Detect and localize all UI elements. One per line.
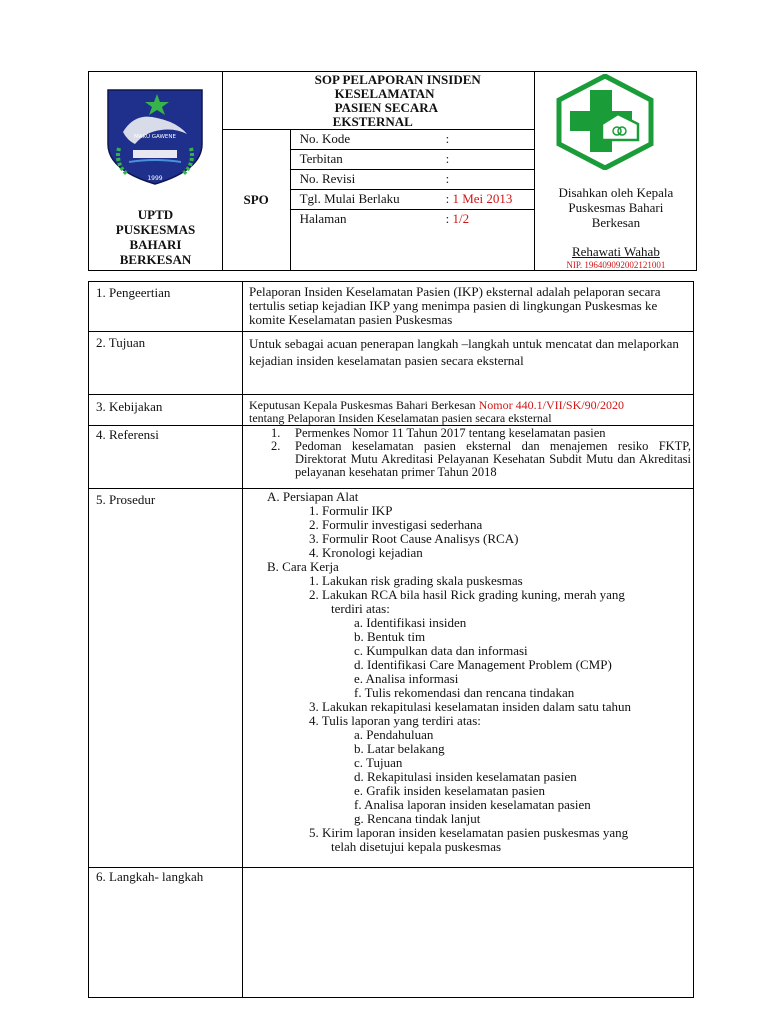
section-label: 2. Tujuan: [89, 332, 243, 395]
signatory-nip: NIP. 196409092002121001: [566, 260, 666, 270]
list-group: 1. Lakukan risk grading skala puskesmas 2. Lakukan RCA bila hasil Rick grading kuning, merah yang terdiri atas: a. Identifikasi insiden b. Bentuk tim c. Kumpulkan data dan informasi d. Identifikasi Care Management Problem (CMP) e. Analisa informasi f. Tulis rekomendasi dan rencana tindakan 3. Lakukan rekapitulasi keselamatan insiden dalam satu tahun 4. Tulis laporan yang terdiri atas: a. Pendahuluan b. Latar belakang c. Tujuan d. Rekapitulasi insiden keselamatan pasien e. Grafik insiden keselamatan pasien f. Analisa laporan insiden keselamatan pasien g. Rencana tindak lanjut 5. Kirim laporan insiden keselamatan pasien puskesmas yang telah disetujui kepala puskesmas: [267, 574, 689, 854]
field-label: Tgl. Mulai Berlaku: [291, 190, 446, 210]
field-value: :: [446, 150, 535, 170]
sub-list: a. Identifikasi insiden b. Bentuk tim c. Kumpulkan data dan informasi d. Identifikasi Care Management Problem (CMP) e. Analisa informasi f. Tulis rekomendasi dan rencana tindakan: [354, 615, 612, 700]
field-value: :: [446, 130, 535, 150]
svg-text:MAKU GAWENE: MAKU GAWENE: [134, 134, 176, 140]
sop-content-table: [88, 281, 694, 998]
section-label: 5. Prosedur: [89, 489, 243, 868]
health-cross-logo: [554, 74, 656, 170]
doc-fields-table: [291, 130, 535, 229]
row-referensi: [89, 426, 694, 489]
org-cell: [89, 72, 223, 271]
fields-cell: [290, 130, 535, 271]
field-value: : 1 Mei 2013: [446, 190, 535, 210]
field-value: :: [446, 170, 535, 190]
sop-header-table: [88, 71, 697, 271]
section-label: 1. Pengeertian: [89, 282, 243, 332]
row-langkah: [89, 868, 694, 998]
field-value: : 1/2: [445, 211, 470, 226]
list-item: 1. Permenkes Nomor 11 Tahun 2017 tentang keselamatan pasien: [271, 426, 606, 440]
signatory-name: Rehawati Wahab: [571, 244, 660, 259]
puskesmas-district-logo: [105, 88, 205, 186]
title-cell: [222, 72, 535, 130]
sub-list: a. Pendahuluan b. Latar belakang c. Tujuan d. Rekapitulasi insiden keselamatan pasien e. Grafik insiden keselamatan pasien f. Analisa laporan insiden keselamatan pasien g. Rencana tindak lanjut: [354, 727, 591, 826]
list-heading: B. Cara Kerja: [267, 559, 339, 574]
section-text: Untuk sebagai acuan penerapan langkah –langkah untuk mencatat dan melaporkan kejadian insiden keselamatan pasien secara eksternal: [243, 332, 694, 395]
field-label: Halaman: [299, 211, 347, 226]
section-label: 3. Kebijakan: [89, 395, 243, 426]
reference-list: [243, 426, 694, 489]
field-label: Terbitan: [291, 150, 446, 170]
section-text: Pelaporan Insiden Keselamatan Pasien (IKP) eksternal adalah pelaporan secara tertulis setiap kejadian IKP yang menimpa pasien di lingkungan Puskesmas ke komite Keselamatan pasien Puskesmas: [243, 282, 694, 332]
list-heading: A. Persiapan Alat: [267, 489, 359, 504]
document-title: SOP PELAPORAN INSIDEN KESELAMATAN PASIEN SECARA EKSTERNAL: [314, 72, 481, 129]
approval-text: Disahkan oleh Kepala Puskesmas Bahari Berkesan: [558, 185, 674, 230]
list-item: 2. Pedoman keselamatan pasien eksternal dan menajemen resiko FKTP, Direktorat Mutu Akreditasi Pelayanan Kesehatan Subdit Mutu dan Akreditasi pelayanan kesehatan primer Tahun 2018: [271, 439, 691, 479]
approval-cell: [535, 72, 697, 271]
spo-cell: SPO: [222, 130, 290, 271]
section-label: 4. Referensi: [89, 426, 243, 489]
section-text: Keputusan Kepala Puskesmas Bahari Berkesan Nomor 440.1/VII/SK/90/2020 tentang Pelaporan Insiden Keselamatan pasien secara eksternal: [243, 395, 694, 426]
svg-text:1999: 1999: [147, 175, 163, 182]
field-label: No. Kode: [291, 130, 446, 150]
procedure-list: [243, 489, 694, 868]
section-label: 6. Langkah- langkah: [89, 868, 243, 998]
row-prosedur: [89, 489, 694, 868]
list-group: 1. Formulir IKP 2. Formulir investigasi sederhana 3. Formulir Root Cause Analisys (RCA) 4. Kronologi kejadian: [309, 503, 519, 560]
section-text: [243, 868, 694, 998]
row-tujuan: [89, 332, 694, 395]
org-name: UPTD PUSKESMAS BAHARI BERKESAN: [115, 207, 196, 267]
row-kebijakan: [89, 395, 694, 426]
row-pengertian: [89, 282, 694, 332]
field-label: No. Revisi: [291, 170, 446, 190]
